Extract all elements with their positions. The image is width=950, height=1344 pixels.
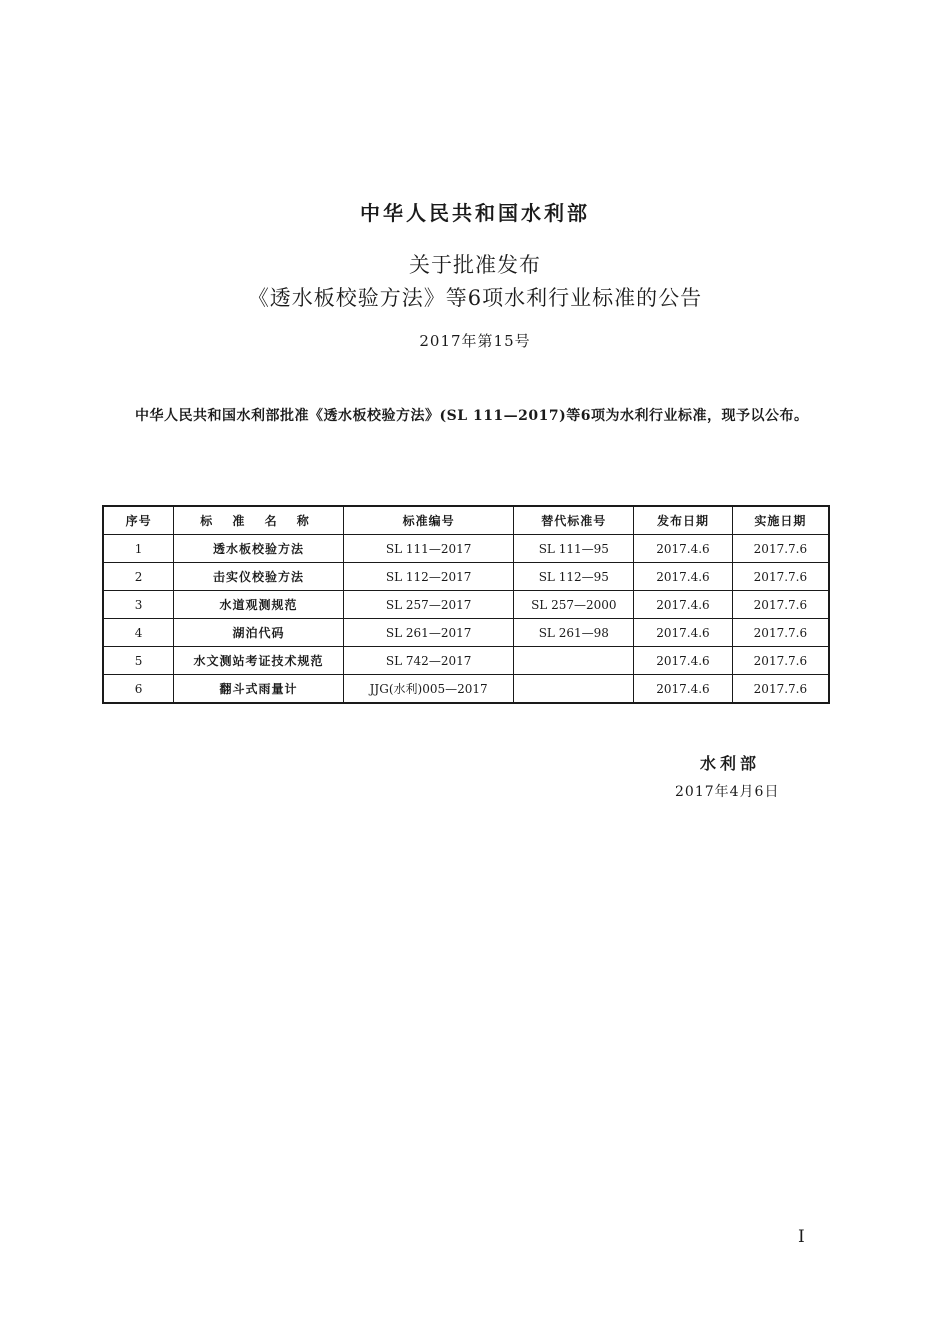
cell-effective-date: 2017.7.6 [732,647,829,675]
page-number: I [798,1227,805,1247]
cell-standard-name: 击实仪校验方法 [174,563,344,591]
col-header-effective-date: 实施日期 [732,506,829,535]
cell-release-date: 2017.4.6 [634,675,733,704]
cell-index: 1 [103,535,174,563]
col-header-code: 标准编号 [343,506,514,535]
table-row [103,619,829,647]
document-number: 2017年第15号 [419,332,531,350]
cell-standard-code: SL 111—2017 [343,535,514,563]
cell-index: 2 [103,563,174,591]
cell-index: 6 [103,675,174,704]
cell-effective-date: 2017.7.6 [732,675,829,704]
cell-replaced-code: SL 257—2000 [514,591,634,619]
title-line-2: 《透水板校验方法》等6项水利行业标准的公告 [247,286,703,310]
cell-effective-date: 2017.7.6 [732,535,829,563]
cell-replaced-code: SL 111—95 [514,535,634,563]
table-row [103,563,829,591]
cell-effective-date: 2017.7.6 [732,563,829,591]
cell-standard-name: 水文测站考证技术规范 [174,647,344,675]
cell-standard-code: SL 112—2017 [343,563,514,591]
cell-standard-name: 湖泊代码 [174,619,344,647]
cell-standard-code: JJG(水利)005—2017 [343,675,514,704]
announcement-paragraph: 中华人民共和国水利部批准《透水板校验方法》(SL 111—2017)等6项为水利行业标准，现予以公布。 [135,408,809,424]
cell-release-date: 2017.4.6 [634,535,733,563]
cell-index: 5 [103,647,174,675]
cell-replaced-code [514,647,634,675]
cell-effective-date: 2017.7.6 [732,591,829,619]
cell-replaced-code [514,675,634,704]
col-header-name: 标 准 名 称 [174,506,344,535]
cell-index: 4 [103,619,174,647]
cell-release-date: 2017.4.6 [634,563,733,591]
cell-standard-name: 水道观测规范 [174,591,344,619]
issue-date: 2017年4月6日 [675,784,780,800]
col-header-release-date: 发布日期 [634,506,733,535]
col-header-replaced: 替代标准号 [514,506,634,535]
col-header-index: 序号 [103,506,174,535]
cell-standard-code: SL 261—2017 [343,619,514,647]
cell-replaced-code: SL 261—98 [514,619,634,647]
cell-standard-code: SL 742—2017 [343,647,514,675]
cell-standard-code: SL 257—2017 [343,591,514,619]
cell-standard-name: 翻斗式雨量计 [174,675,344,704]
cell-index: 3 [103,591,174,619]
table-header-row [103,506,829,535]
cell-replaced-code: SL 112—95 [514,563,634,591]
signatory-issuer: 水利部 [700,754,761,773]
table-row [103,675,829,704]
cell-release-date: 2017.4.6 [634,647,733,675]
cell-release-date: 2017.4.6 [634,619,733,647]
issuing-ministry: 中华人民共和国水利部 [360,201,590,225]
table-row [103,535,829,563]
cell-effective-date: 2017.7.6 [732,619,829,647]
cell-standard-name: 透水板校验方法 [174,535,344,563]
cell-release-date: 2017.4.6 [634,591,733,619]
title-line-1: 关于批准发布 [409,253,541,277]
standards-table [102,505,830,704]
table-row [103,591,829,619]
table-row [103,647,829,675]
